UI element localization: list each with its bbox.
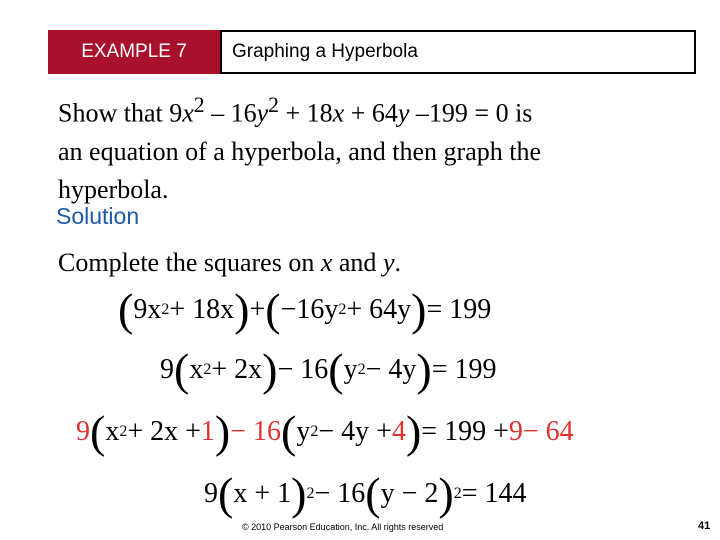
instruction-part: Complete the squares on (58, 248, 321, 277)
paren: ( (174, 344, 190, 395)
paren: ( (118, 284, 134, 335)
example-title: Graphing a Hyperbola (220, 30, 696, 74)
term: + 2x + (127, 416, 201, 447)
problem-text: an equation of a hyperbola, and then graph the (58, 136, 541, 166)
term: 9 (160, 354, 174, 385)
paren: ) (438, 468, 454, 519)
exponent: 2 (119, 423, 128, 440)
paren: ( (365, 468, 381, 519)
term: 9 (508, 416, 523, 447)
term: x (189, 354, 204, 385)
paren: ( (281, 406, 297, 457)
paren: ) (262, 344, 278, 395)
exponent: 2 (193, 93, 205, 117)
term: = 199 (426, 294, 492, 325)
paren: ) (416, 344, 432, 395)
term: − 16 (314, 478, 366, 509)
term: 4 (391, 416, 406, 447)
instruction-part: . (394, 248, 401, 277)
paren: ) (405, 406, 422, 457)
equation-3 (76, 406, 574, 457)
exponent: 2 (306, 485, 315, 502)
problem-text: –199 = 0 is (409, 98, 533, 128)
paren: ) (234, 284, 250, 335)
term: − 4y + (318, 416, 392, 447)
instruction-text (58, 248, 401, 278)
term: 9 (76, 416, 90, 447)
problem-text: Show that 9 (58, 98, 183, 128)
term: − 4y (365, 354, 417, 385)
term: 9 (204, 478, 218, 509)
term: −16y (280, 294, 339, 325)
paren: ) (411, 284, 427, 335)
exponent: 2 (161, 301, 170, 318)
term: = 199 + (421, 416, 509, 447)
term: = 199 (431, 354, 497, 385)
paren: ( (90, 406, 106, 457)
term: y (343, 354, 358, 385)
term: x + 1 (233, 478, 292, 509)
term: 1 (200, 416, 215, 447)
term: + 18x (169, 294, 235, 325)
term: + 2x (211, 354, 263, 385)
exponent: 2 (338, 301, 347, 318)
var-y: y (382, 248, 395, 277)
exponent: 2 (268, 93, 279, 117)
term: − 16 (277, 354, 329, 385)
instruction-part: and (332, 248, 383, 277)
problem-statement (58, 86, 698, 209)
exponent: 2 (203, 361, 212, 378)
example-label: EXAMPLE 7 (48, 30, 220, 74)
equation-1 (118, 284, 492, 335)
plus: + (249, 294, 266, 325)
term: x (105, 416, 120, 447)
term: − 16 (230, 416, 282, 447)
exponent: 2 (310, 423, 319, 440)
problem-text: hyperbola. (58, 174, 169, 204)
problem-text: – 16 (204, 98, 257, 128)
page-number: 41 (698, 520, 711, 532)
term: − 64 (522, 416, 574, 447)
equation-4 (204, 468, 527, 519)
term: = 144 (461, 478, 527, 509)
exponent: 2 (357, 361, 366, 378)
solution-label: Solution (56, 203, 140, 229)
term: + 64y (346, 294, 412, 325)
paren: ) (214, 406, 231, 457)
problem-text: + 64 (344, 98, 398, 128)
term: y − 2 (380, 478, 439, 509)
paren: ( (328, 344, 344, 395)
var-x: x (320, 248, 333, 277)
var-y: y (397, 98, 410, 128)
equation-2 (160, 344, 497, 395)
exponent: 2 (453, 485, 462, 502)
paren: ( (265, 284, 281, 335)
var-x: x (182, 98, 194, 128)
copyright-footer: © 2010 Pearson Education, Inc. All rights reserved (242, 522, 444, 532)
term: 9x (133, 294, 162, 325)
problem-text: + 18 (278, 98, 333, 128)
var-y: y (256, 98, 269, 128)
var-x: x (332, 98, 345, 128)
term: y (296, 416, 311, 447)
paren: ) (291, 468, 307, 519)
paren: ( (218, 468, 234, 519)
